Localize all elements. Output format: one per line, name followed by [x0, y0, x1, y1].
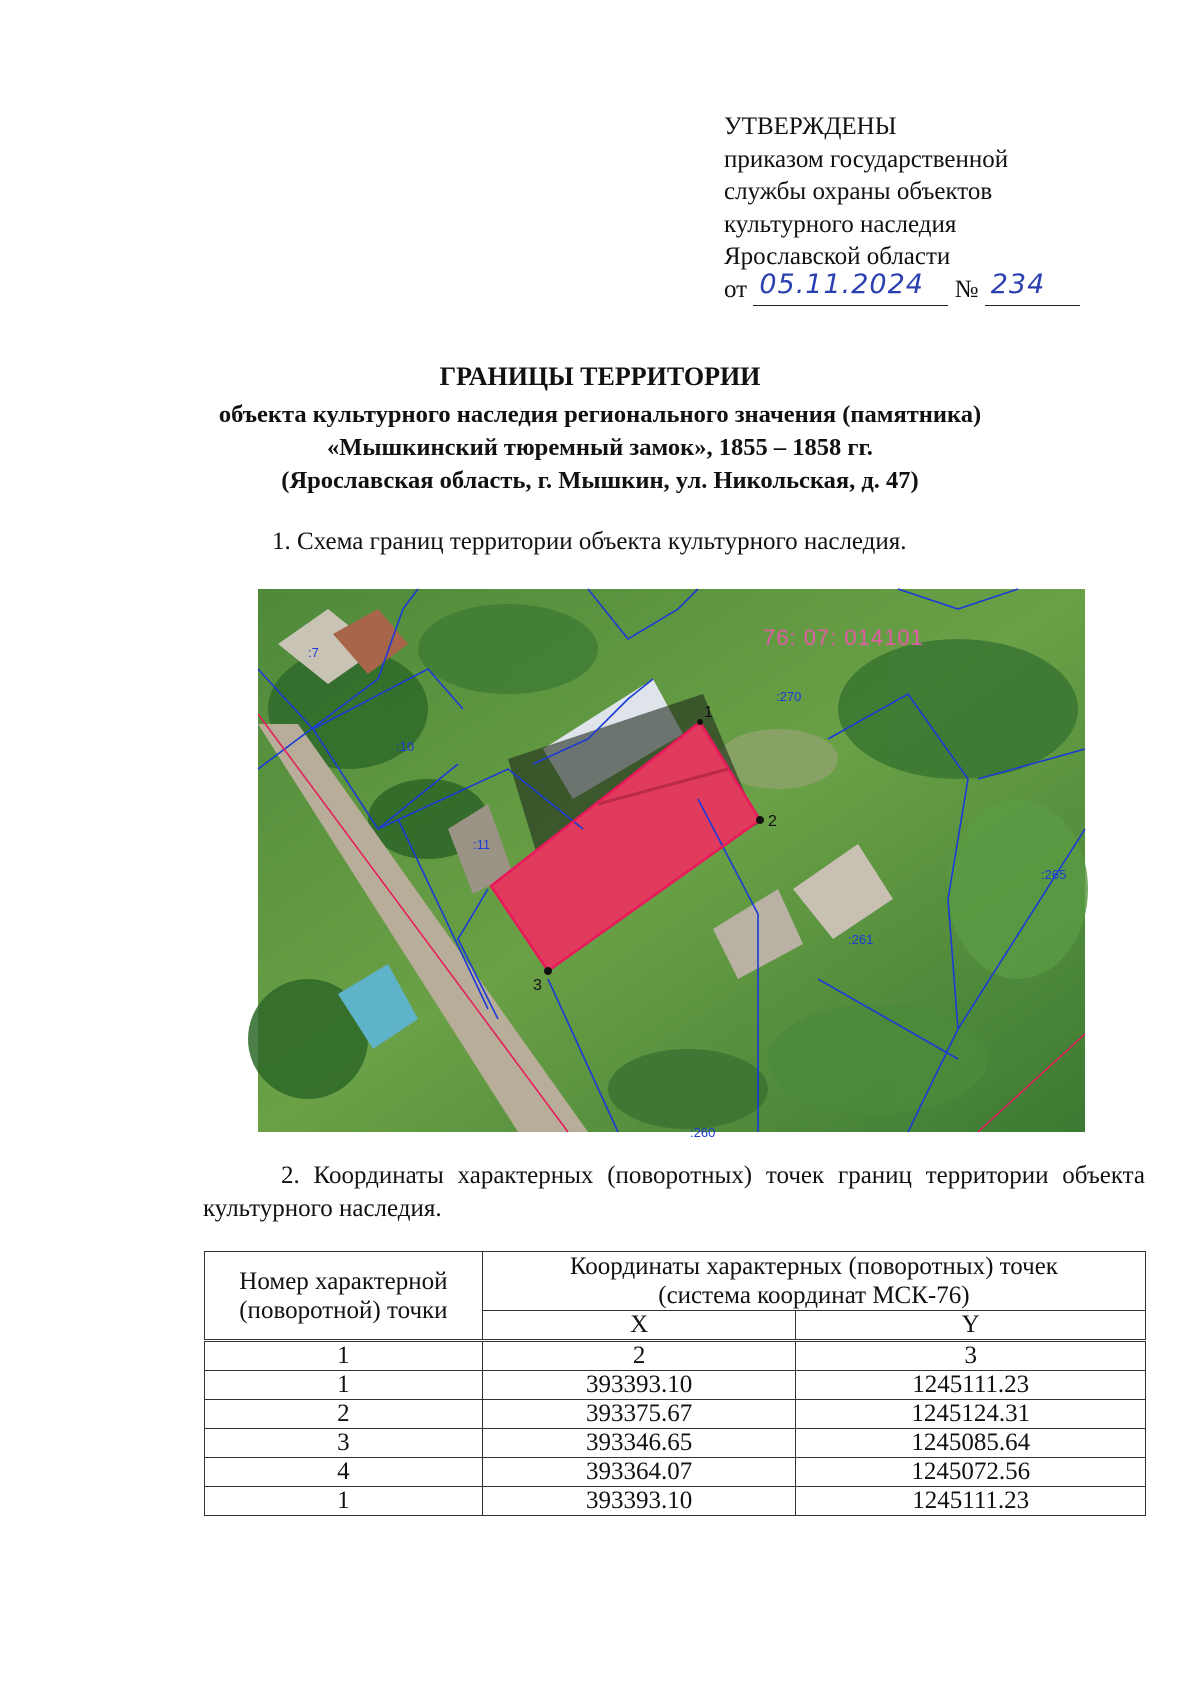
table-row [205, 1458, 1146, 1487]
y-value: 1245111.23 [796, 1487, 1146, 1516]
header-coordinates [482, 1252, 1145, 1311]
column-number: 1 [205, 1341, 483, 1371]
satellite-map [258, 589, 1085, 1140]
coordinates-table [204, 1251, 1146, 1516]
approval-date-line [724, 269, 1080, 307]
boundary-point [756, 816, 764, 824]
approval-heading: УТВЕРЖДЕНЫ [724, 113, 897, 140]
header-coordinates-line: Координаты характерных (поворотных) точек [569, 1253, 1058, 1280]
parcel-label: :10 [396, 739, 415, 754]
header-point-number: Номер характерной (поворотной) точки [205, 1252, 483, 1341]
subtitle-line: «Мышкинский тюремный замок», 1855 – 1858 гг. [327, 434, 873, 461]
section-2-heading: 2. Координаты характерных (поворотных) точек границ территории объекта культурного наследия. [203, 1162, 1145, 1222]
subtitle-line: объекта культурного наследия регионального значения (памятника) [218, 401, 982, 428]
table-row [205, 1371, 1146, 1400]
point-number: 3 [205, 1429, 483, 1458]
boundary-point [697, 719, 703, 725]
boundary-point [544, 967, 552, 975]
x-value: 393364.07 [482, 1458, 796, 1487]
number-prefix: № [954, 275, 979, 303]
column-number: 3 [796, 1341, 1146, 1371]
y-value: 1245085.64 [796, 1429, 1146, 1458]
date-prefix: от [724, 275, 748, 303]
x-value: 393346.65 [482, 1429, 796, 1458]
x-value: 393393.10 [482, 1371, 796, 1400]
section-1-heading: 1. Схема границ территории объекта культурного наследия. [272, 528, 907, 555]
approval-line: культурного наследия [724, 210, 957, 238]
document-title: ГРАНИЦЫ ТЕРРИТОРИИ [439, 362, 761, 391]
point-number: 2 [205, 1400, 483, 1429]
header-coordinates-line: (система координат МСК-76) [658, 1282, 970, 1309]
number-field [985, 269, 1080, 306]
point-number: 1 [205, 1487, 483, 1516]
approval-line: Ярославской области [724, 243, 951, 270]
y-value: 1245111.23 [796, 1371, 1146, 1400]
document-subtitle [0, 398, 1200, 497]
parcel-label: :265 [1041, 867, 1067, 882]
parcel-label: :270 [776, 689, 802, 704]
point-label: 2 [768, 813, 777, 830]
column-numbers-row [205, 1341, 1146, 1371]
header-x: X [482, 1311, 796, 1341]
boundary-map [258, 589, 1085, 1140]
parcel-label: :260 [690, 1125, 716, 1140]
approval-line: службы охраны объектов [724, 178, 993, 205]
subtitle-line: (Ярославская область, г. Мышкин, ул. Никольская, д. 47) [281, 467, 919, 494]
header-y: Y [796, 1311, 1146, 1341]
table-row [205, 1487, 1146, 1516]
x-value: 393375.67 [482, 1400, 796, 1429]
parcel-label: :7 [308, 645, 319, 660]
handwritten-date: 05.11.2024 [759, 269, 924, 300]
table-row [205, 1400, 1146, 1429]
handwritten-number: 234 [990, 269, 1046, 300]
date-field [753, 269, 948, 306]
column-number: 2 [482, 1341, 796, 1371]
parcel-label: :261 [848, 932, 874, 947]
point-number: 4 [205, 1458, 483, 1487]
table-row [205, 1429, 1146, 1458]
point-label: 1 [704, 704, 713, 721]
cadastral-quarter-label: 76: 07: 014101 [763, 625, 924, 650]
y-value: 1245072.56 [796, 1458, 1146, 1487]
approval-block [724, 111, 1080, 306]
approval-line: приказом государственной [724, 145, 1009, 173]
point-number: 1 [205, 1371, 483, 1400]
x-value: 393393.10 [482, 1487, 796, 1516]
parcel-label: :11 [473, 837, 491, 852]
point-label: 3 [533, 977, 542, 994]
y-value: 1245124.31 [796, 1400, 1146, 1429]
